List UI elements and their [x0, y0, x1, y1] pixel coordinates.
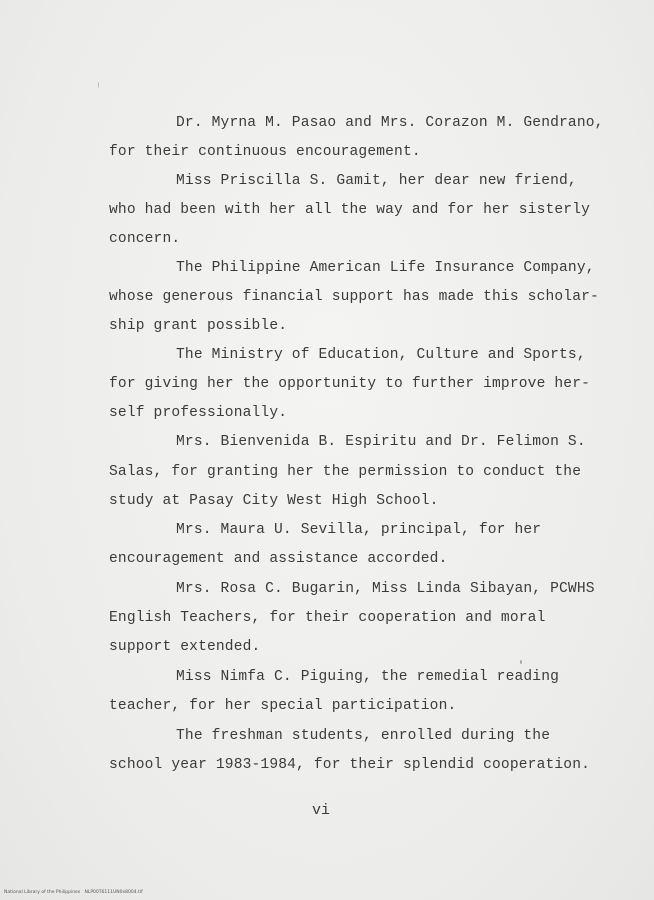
paragraph-6-line-1: Mrs. Maura U. Sevilla, principal, for her	[176, 522, 542, 538]
paragraph-4-line-2: for giving her the opportunity to further improve her-	[109, 376, 591, 392]
paragraph-3-line-2: whose generous financial support has made this scholar-	[109, 289, 599, 305]
paragraph-9-line-1: The freshman students, enrolled during the	[176, 728, 551, 744]
page-number: vi	[312, 802, 331, 819]
paragraph-2-line-1: Miss Priscilla S. Gamit, her dear new friend,	[176, 173, 577, 189]
paragraph-3-line-1: The Philippine American Life Insurance Company,	[176, 260, 595, 276]
paragraph-7-line-1: Mrs. Rosa C. Bugarin, Miss Linda Sibayan, PCWHS	[176, 581, 595, 597]
paragraph-6-line-2: encouragement and assistance accorded.	[109, 551, 448, 567]
paragraph-8-line-2: teacher, for her special participation.	[109, 698, 457, 714]
paragraph-2-line-3: concern.	[109, 231, 181, 247]
paragraph-9-line-2: school year 1983-1984, for their splendid cooperation.	[109, 757, 591, 773]
paragraph-2-line-2: who had been with her all the way and for her sisterly	[109, 202, 591, 218]
paragraph-5-line-1: Mrs. Bienvenida B. Espiritu and Dr. Felimon S.	[176, 434, 586, 450]
paragraph-8-line-1: Miss Nimfa C. Piguing, the remedial reading	[176, 669, 560, 685]
paragraph-3-line-3: ship grant possible.	[109, 318, 288, 334]
paragraph-4-line-3: self professionally.	[109, 405, 288, 421]
scan-footer-label: National Library of the Philippines NLP00T6111UN0x8004.tif	[4, 890, 143, 895]
paragraph-7-line-3: support extended.	[109, 639, 261, 655]
scan-speck	[520, 660, 522, 664]
paragraph-1-line-1: Dr. Myrna M. Pasao and Mrs. Corazon M. Gendrano,	[176, 115, 604, 131]
paragraph-4-line-1: The Ministry of Education, Culture and Sports,	[176, 347, 586, 363]
paragraph-5-line-3: study at Pasay City West High School.	[109, 493, 439, 509]
paragraph-7-line-2: English Teachers, for their cooperation and moral	[109, 610, 546, 626]
paragraph-5-line-2: Salas, for granting her the permission to conduct the	[109, 464, 582, 480]
scan-speck	[98, 82, 99, 88]
paragraph-1-line-2: for their continuous encouragement.	[109, 144, 421, 160]
